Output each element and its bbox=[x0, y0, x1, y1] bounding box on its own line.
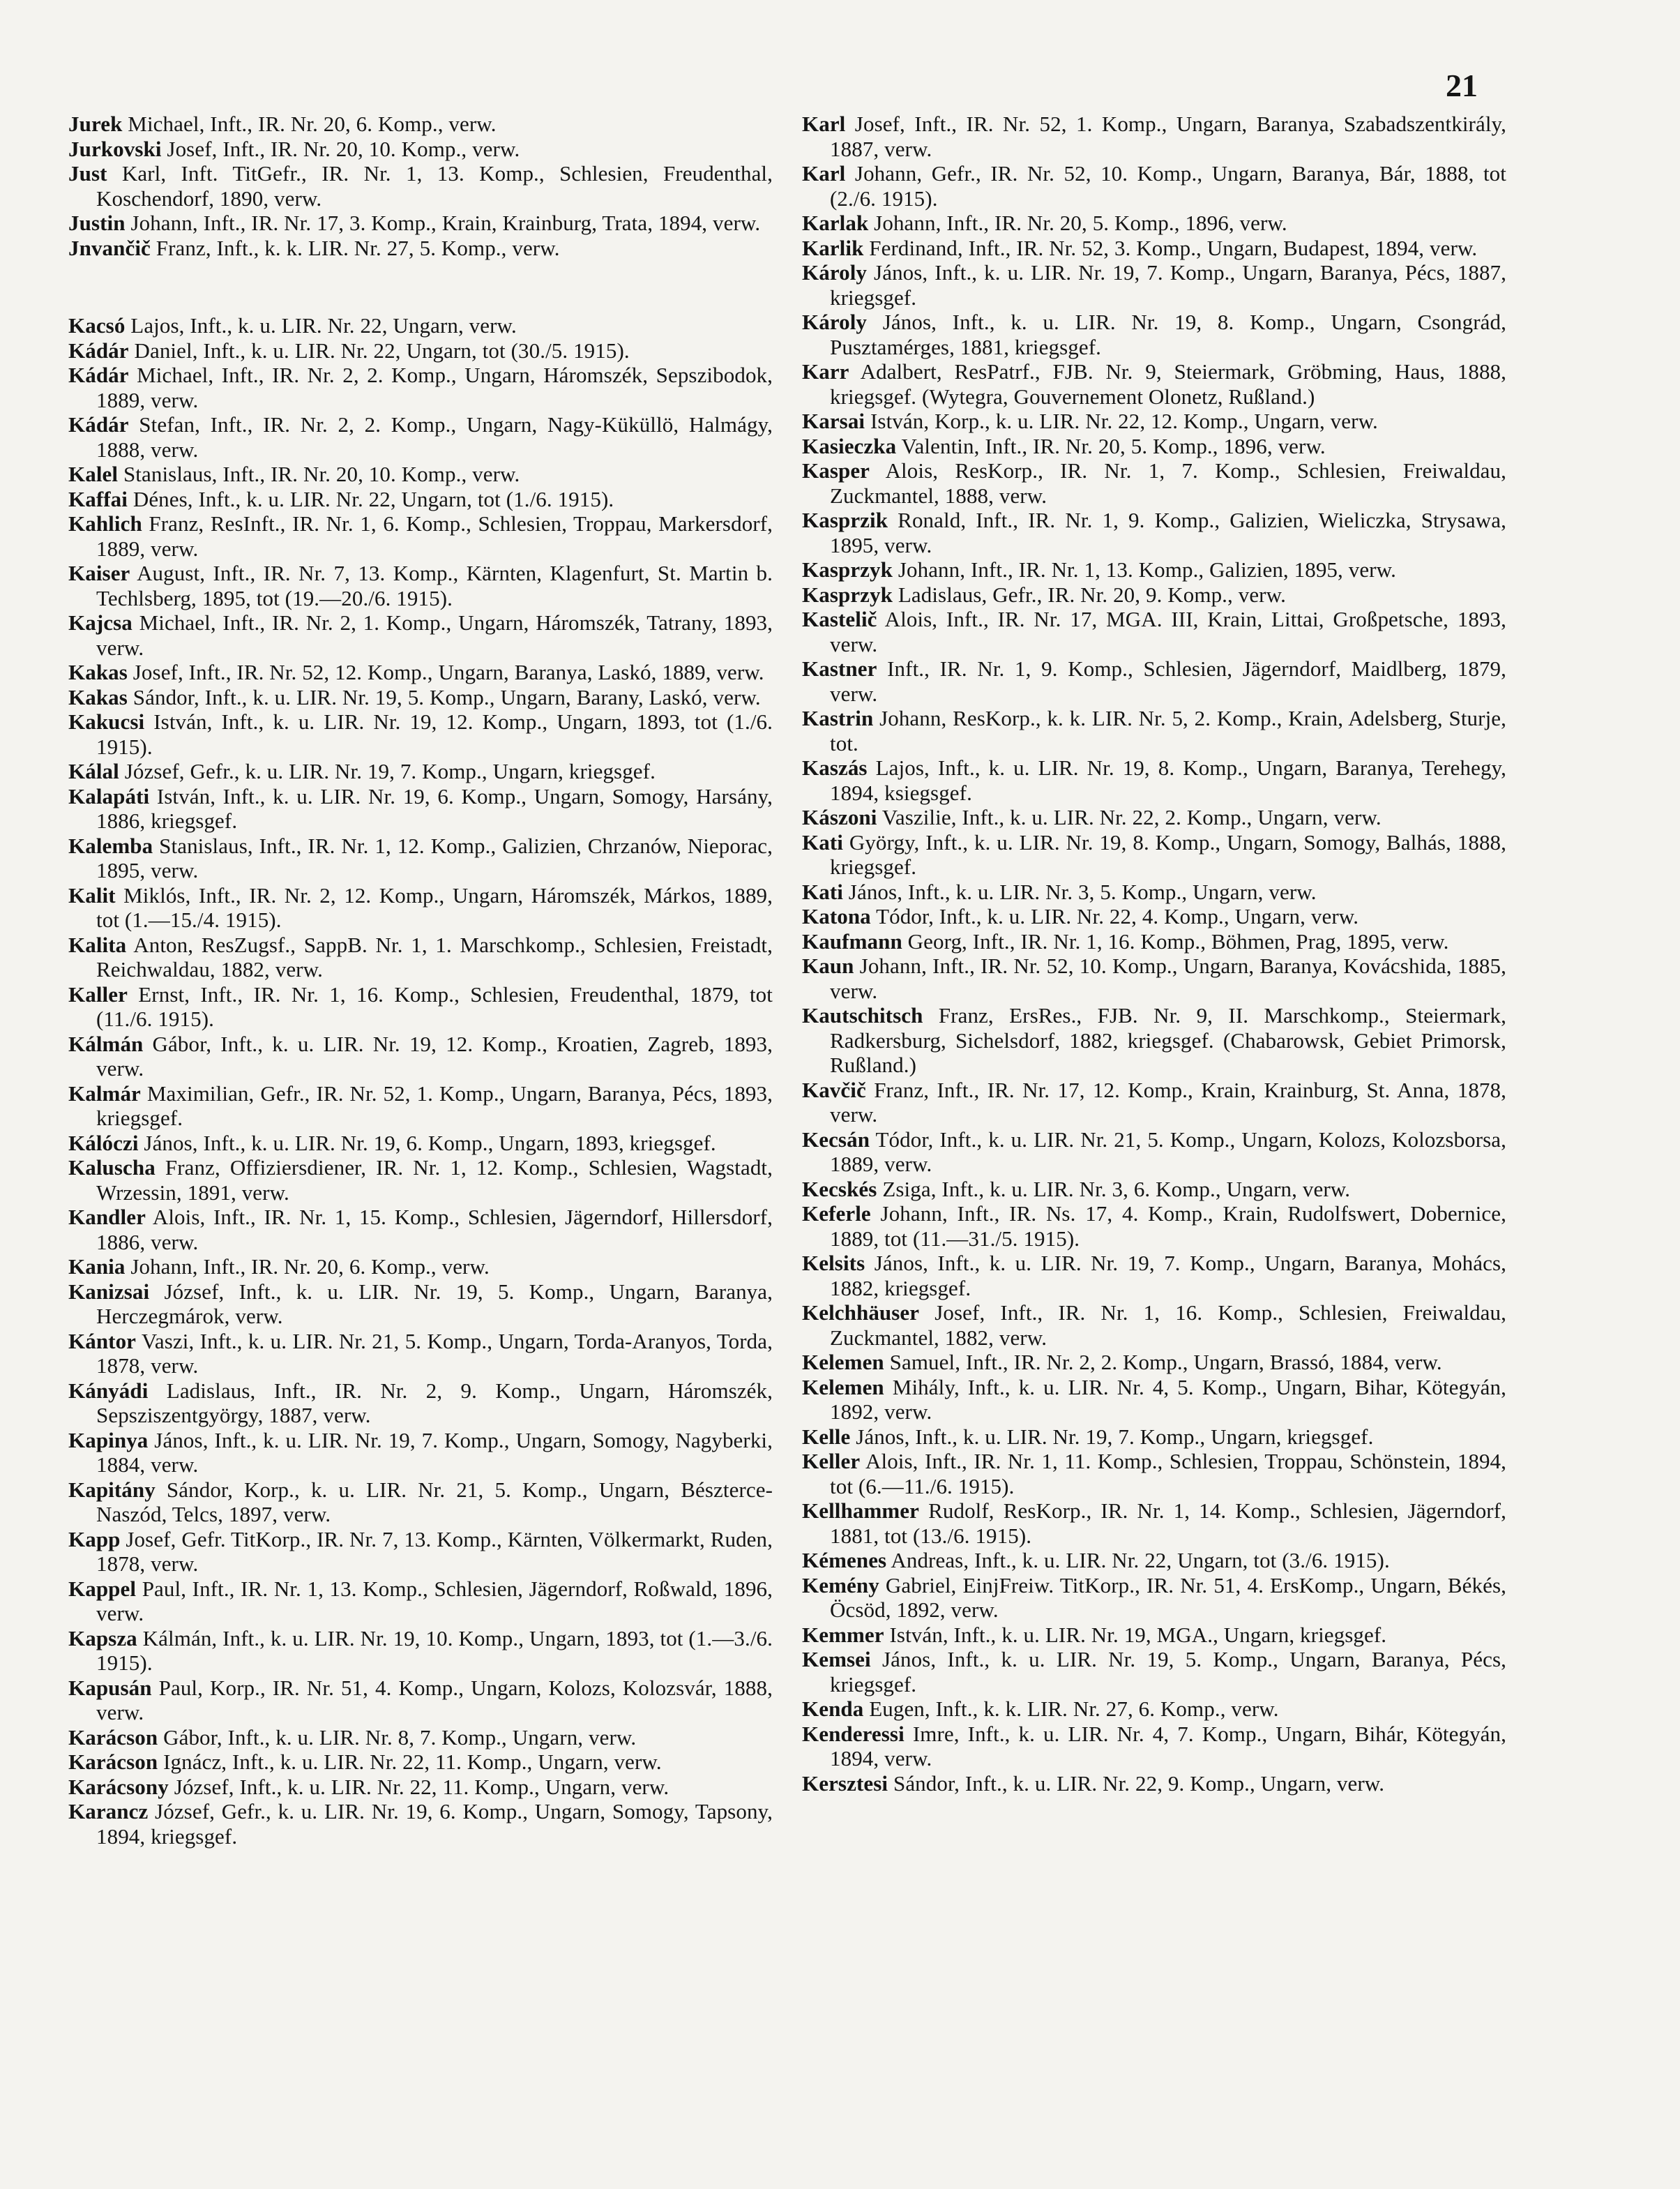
list-entry bbox=[68, 759, 773, 784]
list-entry bbox=[68, 1205, 773, 1254]
entry-details: Ferdinand, Inft., IR. Nr. 52, 3. Komp., Ungarn, Budapest, 1894, verw. bbox=[863, 235, 1478, 260]
list-entry bbox=[68, 1775, 773, 1800]
entry-surname: Karlik bbox=[802, 235, 864, 260]
entry-details: Franz, ResInft., IR. Nr. 1, 6. Komp., Schlesien, Troppau, Markersdorf, 1889, verw. bbox=[96, 511, 773, 561]
entry-details: Andreas, Inft., k. u. LIR. Nr. 22, Ungarn, tot (3./6. 1915). bbox=[886, 1548, 1390, 1572]
right-column bbox=[802, 112, 1506, 1796]
entry-surname: Kaiser bbox=[68, 561, 130, 585]
entry-surname: Kaller bbox=[68, 981, 128, 1007]
entry-details: Ladislaus, Inft., IR. Nr. 2, 9. Komp., Ungarn, Háromszék, Sepsziszentgyörgy, 1887, verw. bbox=[96, 1378, 773, 1427]
list-entry bbox=[802, 112, 1506, 161]
entry-details: Michael, Inft., IR. Nr. 2, 2. Komp., Ungarn, Háromszék, Sepszibodok, 1889, verw. bbox=[96, 363, 773, 412]
entry-details: Sándor, Inft., k. u. LIR. Nr. 19, 5. Komp., Ungarn, Barany, Laskó, verw. bbox=[127, 684, 761, 709]
entry-surname: Kasprzik bbox=[802, 508, 888, 532]
entry-surname: Kecsán bbox=[802, 1127, 870, 1152]
entry-details: János, Inft., k. u. LIR. Nr. 19, 7. Komp., Ungarn, Baranya, Mohács, 1882, kriegsgef. bbox=[830, 1251, 1506, 1300]
entry-details: Johann, Inft., IR. Nr. 17, 3. Komp., Krain, Krainburg, Trata, 1894, verw. bbox=[125, 211, 761, 235]
entry-details: Stanislaus, Inft., IR. Nr. 20, 10. Komp., verw. bbox=[118, 462, 520, 486]
entry-surname: Jurek bbox=[68, 112, 123, 136]
entry-surname: Karr bbox=[802, 359, 849, 384]
entry-surname: Kasper bbox=[802, 458, 870, 483]
entry-details: Kálmán, Inft., k. u. LIR. Nr. 19, 10. Komp., Ungarn, 1893, tot (1.—3./6. 1915). bbox=[96, 1625, 773, 1675]
entry-surname: Karácson bbox=[68, 1750, 158, 1774]
list-entry bbox=[802, 161, 1506, 211]
entry-surname: Kajcsa bbox=[68, 610, 133, 635]
entry-details: Johann, Inft., IR. Ns. 17, 4. Komp., Krain, Rudolfswert, Dobernice, 1889, tot (11.—31./5. 1915). bbox=[830, 1201, 1506, 1251]
entry-details: József, Gefr., k. u. LIR. Nr. 19, 7. Komp., Ungarn, kriegsgef. bbox=[119, 759, 656, 783]
entry-details: Valentin, Inft., IR. Nr. 20, 5. Komp., 1896, verw. bbox=[896, 433, 1326, 458]
list-entry bbox=[68, 1527, 773, 1577]
entry-surname: Kenderessi bbox=[802, 1721, 905, 1746]
entry-surname: Kellhammer bbox=[802, 1498, 920, 1523]
entry-surname: Kemsei bbox=[802, 1647, 871, 1671]
entry-surname: Kaufmann bbox=[802, 928, 902, 954]
entry-details: Josef, Inft., IR. Nr. 52, 12. Komp., Ungarn, Baranya, Laskó, 1889, verw. bbox=[127, 660, 764, 684]
entry-surname: Kádár bbox=[68, 363, 129, 387]
list-entry bbox=[68, 784, 773, 834]
list-entry bbox=[68, 363, 773, 412]
list-entry bbox=[802, 1449, 1506, 1498]
entry-surname: Karácson bbox=[68, 1724, 158, 1750]
entry-surname: Karl bbox=[802, 112, 846, 136]
entry-details: Lajos, Inft., k. u. LIR. Nr. 19, 8. Komp., Ungarn, Baranya, Terehegy, 1894, ksiegsgef. bbox=[830, 755, 1506, 805]
entry-surname: Kasprzyk bbox=[802, 557, 893, 582]
list-entry bbox=[802, 1498, 1506, 1548]
entry-details: Ronald, Inft., IR. Nr. 1, 9. Komp., Galizien, Wieliczka, Strysawa, 1895, verw. bbox=[830, 508, 1506, 557]
entry-surname: Katona bbox=[802, 904, 871, 928]
entry-surname: Kandler bbox=[68, 1205, 146, 1229]
entry-details: Daniel, Inft., k. u. LIR. Nr. 22, Ungarn, tot (30./5. 1915). bbox=[128, 338, 630, 363]
entry-details: Karl, Inft. TitGefr., IR. Nr. 1, 13. Komp., Schlesien, Freudenthal, Koschendorf, 1890, verw. bbox=[96, 161, 773, 211]
entry-surname: Karlak bbox=[802, 211, 869, 235]
entry-surname: Kászoni bbox=[802, 805, 877, 829]
list-entry bbox=[68, 236, 773, 261]
list-entry bbox=[802, 1127, 1506, 1177]
entry-details: Sándor, Inft., k. u. LIR. Nr. 22, 9. Komp., Ungarn, verw. bbox=[888, 1770, 1385, 1796]
entry-surname: Kányádi bbox=[68, 1378, 149, 1403]
entry-details: Alois, Inft., IR. Nr. 17, MGA. III, Krain, Littai, Großpetsche, 1893, verw. bbox=[830, 607, 1506, 656]
list-entry bbox=[68, 1725, 773, 1750]
entry-surname: Kastelič bbox=[802, 607, 877, 631]
entry-surname: Kakucsi bbox=[68, 709, 145, 734]
entry-surname: Kemmer bbox=[802, 1622, 884, 1647]
entry-surname: Kelchhäuser bbox=[802, 1300, 920, 1325]
entry-details: Inft., IR. Nr. 1, 9. Komp., Schlesien, Jägerndorf, Maidlberg, 1879, verw. bbox=[830, 656, 1506, 706]
list-entry bbox=[68, 1378, 773, 1428]
entry-details: Michael, Inft., IR. Nr. 2, 1. Komp., Ungarn, Háromszék, Tatrany, 1893, verw. bbox=[96, 610, 773, 660]
list-entry bbox=[68, 1131, 773, 1156]
list-entry bbox=[68, 1477, 773, 1527]
list-entry bbox=[802, 582, 1506, 608]
entry-surname: Kádár bbox=[68, 412, 129, 437]
list-entry bbox=[802, 1623, 1506, 1648]
list-entry bbox=[802, 1251, 1506, 1300]
list-entry bbox=[68, 933, 773, 982]
entry-details: Vaszi, Inft., k. u. LIR. Nr. 21, 5. Komp., Ungarn, Torda-Aranyos, Torda, 1878, verw. bbox=[96, 1328, 773, 1378]
entry-surname: Keller bbox=[802, 1449, 861, 1473]
list-entry bbox=[68, 610, 773, 660]
entry-details: Vaszilie, Inft., k. u. LIR. Nr. 22, 2. Komp., Ungarn, verw. bbox=[877, 805, 1382, 829]
list-entry bbox=[802, 1350, 1506, 1375]
entry-details: Paul, Korp., IR. Nr. 51, 4. Komp., Ungarn, Kolozs, Kolozsvár, 1888, verw. bbox=[96, 1675, 773, 1724]
entry-surname: Kalapáti bbox=[68, 783, 150, 808]
entry-details: Lajos, Inft., k. u. LIR. Nr. 22, Ungarn, verw. bbox=[125, 313, 517, 338]
entry-surname: Keferle bbox=[802, 1201, 871, 1226]
list-entry bbox=[802, 607, 1506, 656]
entry-details: Gábor, Inft., k. u. LIR. Nr. 8, 7. Komp., Ungarn, verw. bbox=[158, 1724, 637, 1750]
entry-details: György, Inft., k. u. LIR. Nr. 19, 8. Komp., Ungarn, Somogy, Balhás, 1888, kriegsgef. bbox=[830, 829, 1506, 879]
list-entry bbox=[802, 1375, 1506, 1424]
list-entry bbox=[68, 834, 773, 883]
entry-surname: Kalemba bbox=[68, 833, 153, 858]
entry-details: Josef, Gefr. TitKorp., IR. Nr. 7, 13. Komp., Kärnten, Völkermarkt, Ruden, 1878, verw. bbox=[96, 1526, 773, 1576]
list-entry bbox=[802, 359, 1506, 409]
entry-surname: Kastner bbox=[802, 656, 877, 681]
entry-surname: Kersztesi bbox=[802, 1770, 888, 1796]
entry-details: Johann, ResKorp., k. k. LIR. Nr. 5, 2. Komp., Krain, Adelsberg, Sturje, tot. bbox=[830, 706, 1506, 755]
list-entry bbox=[68, 1577, 773, 1626]
entry-surname: Kapsza bbox=[68, 1625, 137, 1650]
entry-details: Franz, Inft., k. k. LIR. Nr. 27, 5. Komp., verw. bbox=[150, 235, 560, 260]
entry-details: Franz, Inft., IR. Nr. 17, 12. Komp., Krain, Krainburg, St. Anna, 1878, verw. bbox=[830, 1077, 1506, 1127]
list-entry bbox=[68, 1032, 773, 1081]
entry-details: Rudolf, ResKorp., IR. Nr. 1, 14. Komp., Schlesien, Jägerndorf, 1881, tot (13./6. 1915). bbox=[830, 1498, 1506, 1548]
entry-details: Franz, Offiziersdiener, IR. Nr. 1, 12. Komp., Schlesien, Wagstadt, Wrzessin, 1891, verw. bbox=[96, 1155, 773, 1205]
list-entry bbox=[802, 1771, 1506, 1796]
list-entry bbox=[68, 338, 773, 363]
entry-details: Alois, Inft., IR. Nr. 1, 15. Komp., Schlesien, Jägerndorf, Hillersdorf, 1886, verw. bbox=[96, 1205, 773, 1254]
entry-surname: Károly bbox=[802, 310, 868, 334]
list-entry bbox=[68, 1081, 773, 1131]
entry-surname: Kapp bbox=[68, 1526, 121, 1551]
entry-surname: Kálóczi bbox=[68, 1130, 139, 1155]
entry-surname: Kelemen bbox=[802, 1350, 884, 1374]
entry-surname: Kavčič bbox=[802, 1077, 866, 1102]
list-entry bbox=[802, 458, 1506, 508]
entry-surname: Kasprzyk bbox=[802, 582, 893, 607]
list-entry bbox=[802, 904, 1506, 929]
entry-surname: Kelle bbox=[802, 1424, 851, 1449]
left-column bbox=[68, 112, 773, 1849]
entry-details: Johann, Inft., IR. Nr. 20, 5. Komp., 1896, verw. bbox=[868, 211, 1287, 235]
list-entry bbox=[802, 1424, 1506, 1450]
entry-details: Miklós, Inft., IR. Nr. 2, 12. Komp., Ungarn, Háromszék, Márkos, 1889, tot (1.—15./4. 1915). bbox=[96, 882, 773, 932]
list-entry bbox=[802, 1722, 1506, 1771]
entry-surname: Károly bbox=[802, 260, 868, 285]
list-entry bbox=[802, 880, 1506, 905]
entry-surname: Kapusán bbox=[68, 1675, 152, 1700]
entry-surname: Kati bbox=[802, 879, 843, 904]
list-entry bbox=[68, 1626, 773, 1676]
entry-surname: Kania bbox=[68, 1254, 126, 1279]
list-entry bbox=[802, 434, 1506, 459]
entry-surname: Karsai bbox=[802, 409, 865, 433]
entry-details: Alois, ResKorp., IR. Nr. 1, 7. Komp., Schlesien, Freiwaldau, Zuckmantel, 1888, verw. bbox=[830, 458, 1506, 508]
entry-surname: Kautschitsch bbox=[802, 1003, 923, 1028]
entry-details: Dénes, Inft., k. u. LIR. Nr. 22, Ungarn, tot (1./6. 1915). bbox=[127, 486, 614, 511]
list-entry bbox=[802, 1177, 1506, 1202]
list-entry bbox=[802, 260, 1506, 310]
entry-surname: Kasieczka bbox=[802, 433, 897, 458]
list-entry bbox=[802, 508, 1506, 557]
list-entry bbox=[802, 1573, 1506, 1623]
entry-surname: Kati bbox=[802, 829, 843, 855]
entry-surname: Kemény bbox=[802, 1572, 879, 1597]
list-entry bbox=[802, 1201, 1506, 1251]
list-entry bbox=[802, 1697, 1506, 1722]
list-entry bbox=[802, 557, 1506, 582]
list-entry bbox=[802, 211, 1506, 236]
entry-details: János, Inft., k. u. LIR. Nr. 19, 7. Komp., Ungarn, Somogy, Nagyberki, 1884, verw. bbox=[96, 1427, 773, 1477]
list-entry bbox=[802, 1647, 1506, 1697]
entry-surname: Jnvančič bbox=[68, 235, 151, 260]
entry-details: Adalbert, ResPatrf., FJB. Nr. 9, Steiermark, Gröbming, Haus, 1888, kriegsgef. (Wytegra, Gouvernement Olonetz, Rußland.) bbox=[830, 359, 1506, 409]
entry-details: István, Inft., k. u. LIR. Nr. 19, 12. Komp., Ungarn, 1893, tot (1./6. 1915). bbox=[96, 709, 773, 759]
entry-details: August, Inft., IR. Nr. 7, 13. Komp., Kärnten, Klagenfurt, St. Martin b. Techlsberg, 1895, tot (19.—20./6. 1915). bbox=[96, 561, 773, 610]
entry-surname: Kálmán bbox=[68, 1031, 144, 1056]
entry-details: József, Inft., k. u. LIR. Nr. 22, 11. Komp., Ungarn, verw. bbox=[168, 1774, 669, 1799]
entry-surname: Kántor bbox=[68, 1328, 137, 1353]
entry-details: József, Gefr., k. u. LIR. Nr. 19, 6. Komp., Ungarn, Somogy, Tapsony, 1894, kriegsgef. bbox=[96, 1799, 773, 1849]
list-entry bbox=[68, 412, 773, 462]
list-entry bbox=[802, 755, 1506, 805]
page-number: 21 bbox=[1446, 68, 1478, 103]
entry-surname: Kenda bbox=[802, 1697, 864, 1721]
list-entry bbox=[802, 236, 1506, 261]
list-entry bbox=[68, 313, 773, 338]
entry-surname: Kakas bbox=[68, 660, 128, 684]
entry-details: Johann, Inft., IR. Nr. 1, 13. Komp., Galizien, 1895, verw. bbox=[892, 557, 1396, 582]
entry-surname: Jurkovski bbox=[68, 136, 162, 161]
entry-details: Samuel, Inft., IR. Nr. 2, 2. Komp., Ungarn, Brassó, 1884, verw. bbox=[884, 1350, 1442, 1374]
entry-details: Alois, Inft., IR. Nr. 1, 11. Komp., Schlesien, Troppau, Schönstein, 1894, tot (6.—11./6. 1915). bbox=[830, 1449, 1506, 1498]
entry-surname: Kalel bbox=[68, 462, 119, 486]
list-entry bbox=[68, 1750, 773, 1775]
list-entry bbox=[802, 409, 1506, 434]
list-entry bbox=[68, 211, 773, 236]
entry-details: Maximilian, Gefr., IR. Nr. 52, 1. Komp., Ungarn, Baranya, Pécs, 1893, kriegsgef. bbox=[96, 1081, 773, 1130]
entry-details: Mihály, Inft., k. u. LIR. Nr. 4, 5. Komp., Ungarn, Bihar, Kötegyán, 1892, verw. bbox=[830, 1374, 1506, 1424]
list-entry bbox=[68, 982, 773, 1032]
entry-surname: Kalita bbox=[68, 932, 127, 957]
list-entry bbox=[802, 954, 1506, 1003]
list-entry bbox=[802, 805, 1506, 830]
entry-surname: Kecskés bbox=[802, 1176, 877, 1201]
list-entry bbox=[68, 1428, 773, 1477]
list-entry bbox=[68, 462, 773, 487]
entry-surname: Kalit bbox=[68, 882, 116, 908]
entry-details: Imre, Inft., k. u. LIR. Nr. 4, 7. Komp., Ungarn, Bihár, Kötegyán, 1894, verw. bbox=[830, 1721, 1506, 1770]
entry-surname: Kapinya bbox=[68, 1427, 149, 1452]
entry-details: Franz, ErsRes., FJB. Nr. 9, II. Marschkomp., Steiermark, Radkersburg, Sichelsdorf, 1882, kriegsgef. (Chabarowsk, Gebiet Primorsk, Rußland.) bbox=[830, 1003, 1506, 1077]
entry-surname: Kastrin bbox=[802, 706, 874, 730]
list-entry bbox=[68, 660, 773, 685]
entry-details: István, Inft., k. u. LIR. Nr. 19, MGA., Ungarn, kriegsgef. bbox=[884, 1622, 1387, 1647]
entry-details: Georg, Inft., IR. Nr. 1, 16. Komp., Böhmen, Prag, 1895, verw. bbox=[902, 928, 1449, 954]
entry-surname: Kaffai bbox=[68, 486, 128, 511]
entry-surname: Kelsits bbox=[802, 1251, 865, 1275]
entry-surname: Kaluscha bbox=[68, 1155, 156, 1180]
list-entry bbox=[68, 1329, 773, 1378]
entry-surname: Just bbox=[68, 161, 107, 186]
entry-details: Johann, Inft., IR. Nr. 20, 6. Komp., verw. bbox=[125, 1254, 490, 1279]
entry-details: Michael, Inft., IR. Nr. 20, 6. Komp., verw. bbox=[122, 112, 497, 136]
entry-details: Tódor, Inft., k. u. LIR. Nr. 22, 4. Komp., Ungarn, verw. bbox=[870, 904, 1359, 928]
entry-surname: Kelemen bbox=[802, 1374, 884, 1399]
list-entry bbox=[802, 1003, 1506, 1078]
list-entry bbox=[68, 685, 773, 710]
list-entry bbox=[68, 1676, 773, 1725]
entry-details: Josef, Inft., IR. Nr. 1, 16. Komp., Schlesien, Freiwaldau, Zuckmantel, 1882, verw. bbox=[830, 1300, 1506, 1350]
entry-surname: Kalmár bbox=[68, 1081, 141, 1106]
entry-details: Ladislaus, Gefr., IR. Nr. 20, 9. Komp., verw. bbox=[892, 582, 1286, 607]
entry-details: Josef, Inft., IR. Nr. 20, 10. Komp., verw. bbox=[161, 136, 520, 161]
entry-details: János, Inft., k. u. LIR. Nr. 19, 6. Komp., Ungarn, 1893, kriegsgef. bbox=[138, 1130, 716, 1155]
list-entry bbox=[802, 706, 1506, 755]
list-entry bbox=[68, 487, 773, 512]
section-gap bbox=[68, 260, 773, 313]
entry-details: Ignácz, Inft., k. u. LIR. Nr. 22, 11. Komp., Ungarn, verw. bbox=[158, 1750, 662, 1774]
list-entry bbox=[68, 561, 773, 610]
entry-surname: Kahlich bbox=[68, 511, 142, 536]
list-entry bbox=[68, 883, 773, 933]
entry-details: Anton, ResZugsf., SappB. Nr. 1, 1. Marschkomp., Schlesien, Freistadt, Reichwaldau, 1882, verw. bbox=[96, 932, 773, 981]
entry-details: Ernst, Inft., IR. Nr. 1, 16. Komp., Schlesien, Freudenthal, 1879, tot (11./6. 1915). bbox=[96, 981, 773, 1031]
entry-surname: Kádár bbox=[68, 338, 129, 363]
entry-details: Johann, Gefr., IR. Nr. 52, 10. Komp., Ungarn, Baranya, Bár, 1888, tot (2./6. 1915). bbox=[830, 161, 1506, 211]
entry-details: Gabriel, EinjFreiw. TitKorp., IR. Nr. 51, 4. ErsKomp., Ungarn, Békés, Öcsöd, 1892, verw. bbox=[830, 1572, 1506, 1622]
entry-surname: Kapitány bbox=[68, 1477, 156, 1502]
entry-details: Eugen, Inft., k. k. LIR. Nr. 27, 6. Komp., verw. bbox=[863, 1697, 1279, 1721]
entry-surname: Kacsó bbox=[68, 313, 126, 338]
entry-surname: Kanizsai bbox=[68, 1279, 150, 1304]
entry-surname: Karancz bbox=[68, 1799, 149, 1823]
entry-details: Zsiga, Inft., k. u. LIR. Nr. 3, 6. Komp., Ungarn, verw. bbox=[877, 1176, 1351, 1201]
list-entry bbox=[802, 1548, 1506, 1573]
list-entry bbox=[68, 1254, 773, 1279]
entry-details: István, Inft., k. u. LIR. Nr. 19, 6. Komp., Ungarn, Somogy, Harsány, 1886, kriegsgef. bbox=[96, 783, 773, 833]
entry-details: Gábor, Inft., k. u. LIR. Nr. 19, 12. Komp., Kroatien, Zagreb, 1893, verw. bbox=[96, 1031, 773, 1081]
entry-surname: Justin bbox=[68, 211, 126, 235]
entry-surname: Karl bbox=[802, 161, 846, 186]
entry-surname: Kaszás bbox=[802, 755, 868, 780]
entry-surname: Kálal bbox=[68, 759, 119, 783]
entry-surname: Karácsony bbox=[68, 1774, 169, 1799]
list-entry bbox=[68, 137, 773, 162]
list-entry bbox=[802, 656, 1506, 706]
list-entry bbox=[802, 310, 1506, 359]
list-entry bbox=[68, 709, 773, 759]
entry-details: József, Inft., k. u. LIR. Nr. 19, 5. Komp., Ungarn, Baranya, Herczegmárok, verw. bbox=[96, 1279, 773, 1328]
entry-details: János, Inft., k. u. LIR. Nr. 3, 5. Komp., Ungarn, verw. bbox=[842, 879, 1317, 904]
list-entry bbox=[68, 1799, 773, 1849]
list-entry bbox=[68, 1155, 773, 1205]
list-entry bbox=[802, 1078, 1506, 1127]
entry-details: Johann, Inft., IR. Nr. 52, 10. Komp., Ungarn, Baranya, Kovácshida, 1885, verw. bbox=[830, 954, 1506, 1003]
entry-details: Stanislaus, Inft., IR. Nr. 1, 12. Komp., Galizien, Chrzanów, Nieporac, 1895, verw. bbox=[96, 833, 773, 882]
entry-details: Sándor, Korp., k. u. LIR. Nr. 21, 5. Komp., Ungarn, Bészterce-Naszód, Telcs, 1897, verw. bbox=[96, 1477, 773, 1526]
entry-details: Tódor, Inft., k. u. LIR. Nr. 21, 5. Komp., Ungarn, Kolozs, Kolozsborsa, 1889, verw. bbox=[830, 1127, 1506, 1176]
list-entry bbox=[68, 1279, 773, 1329]
entry-details: János, Inft., k. u. LIR. Nr. 19, 7. Komp., Ungarn, kriegsgef. bbox=[850, 1424, 1374, 1449]
list-entry bbox=[68, 112, 773, 137]
entry-details: Paul, Inft., IR. Nr. 1, 13. Komp., Schlesien, Jägerndorf, Roßwald, 1896, verw. bbox=[96, 1576, 773, 1625]
entry-surname: Kakas bbox=[68, 684, 128, 709]
list-entry bbox=[802, 1300, 1506, 1350]
entry-details: János, Inft., k. u. LIR. Nr. 19, 8. Komp., Ungarn, Csongrád, Pusztamérges, 1881, kriegsgef. bbox=[830, 310, 1506, 359]
entry-surname: Kaun bbox=[802, 954, 854, 978]
list-entry bbox=[802, 830, 1506, 880]
entry-surname: Kémenes bbox=[802, 1548, 887, 1572]
entry-details: János, Inft., k. u. LIR. Nr. 19, 7. Komp., Ungarn, Baranya, Pécs, 1887, kriegsgef. bbox=[830, 260, 1506, 310]
entry-details: István, Korp., k. u. LIR. Nr. 22, 12. Komp., Ungarn, verw. bbox=[865, 409, 1378, 433]
list-entry bbox=[68, 161, 773, 211]
list-entry bbox=[802, 929, 1506, 954]
list-entry bbox=[68, 511, 773, 561]
entry-details: Stefan, Inft., IR. Nr. 2, 2. Komp., Ungarn, Nagy-Küküllö, Halmágy, 1888, verw. bbox=[96, 412, 773, 462]
entry-details: Josef, Inft., IR. Nr. 52, 1. Komp., Ungarn, Baranya, Szabadszentkirály, 1887, verw. bbox=[830, 112, 1506, 161]
entry-details: János, Inft., k. u. LIR. Nr. 19, 5. Komp., Ungarn, Baranya, Pécs, kriegsgef. bbox=[830, 1647, 1506, 1697]
entry-surname: Kappel bbox=[68, 1576, 137, 1601]
